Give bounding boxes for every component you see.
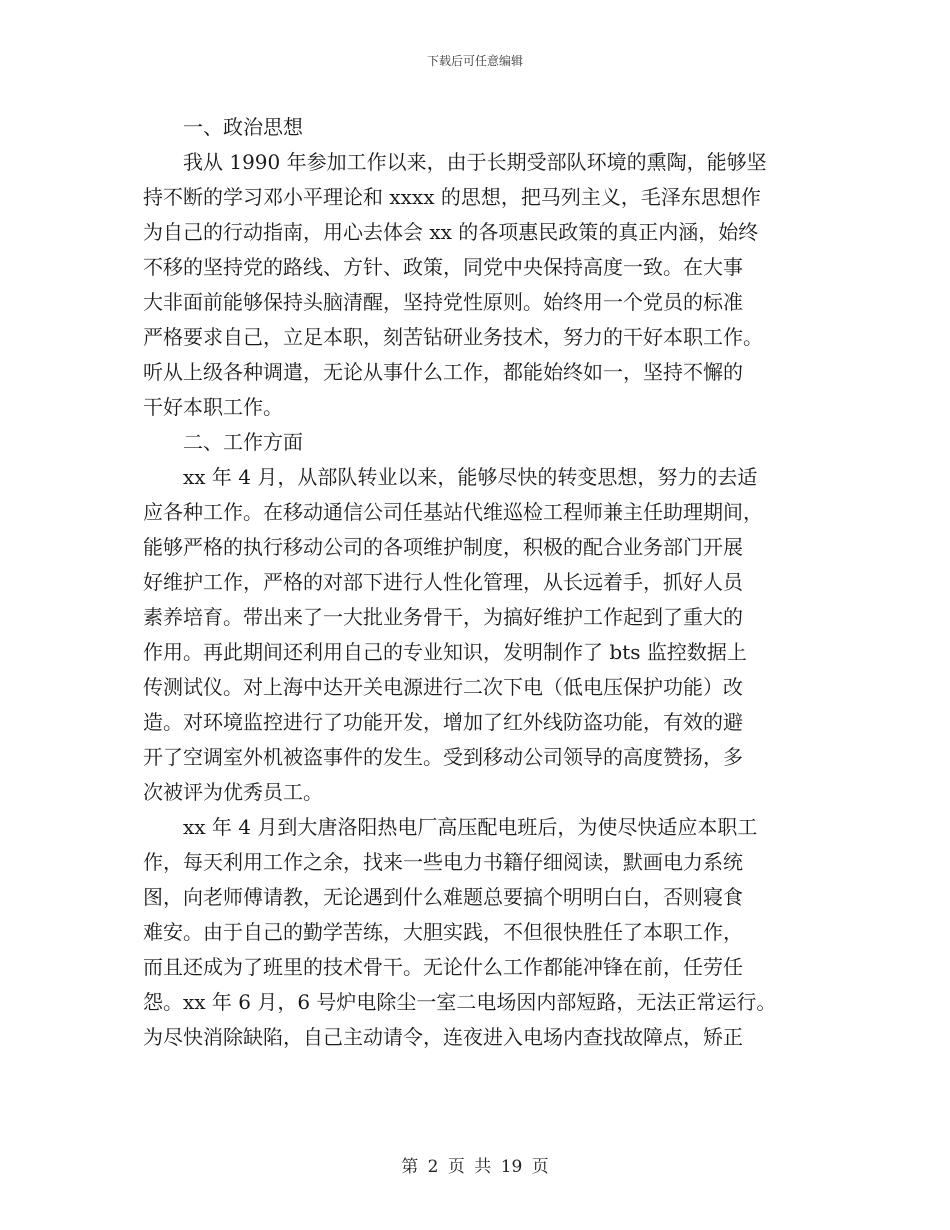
text-line: 为尽快消除缺陷，自己主动请令，连夜进入电场内查找故障点，矫正 [143,1025,743,1049]
text-line: 干好本职工作。 [143,395,283,419]
text-line: 作，每天利用工作之余，找来一些电力书籍仔细阅读，默画电力系统 [143,850,743,874]
page-header: 下载后可任意编辑 [426,54,523,68]
text-line: 不移的坚持党的路线、方针、政策，同党中央保持高度一致。在大事 [143,255,743,279]
section-heading-work: 二、工作方面 [183,430,303,454]
text-line: 听从上级各种调遣，无论从事什么工作，都能始终如一，坚持不懈的 [143,360,743,384]
text-line: 而且还成为了班里的技术骨干。无论什么工作都能冲锋在前，任劳任 [143,955,743,979]
text-line: 应各种工作。在移动通信公司任基站代维巡检工程师兼主任助理期间， [143,500,763,524]
text-line: 次被评为优秀员工。 [143,780,323,804]
text-line: 作用。再此期间还利用自己的专业知识，发明制作了 bts 监控数据上 [143,640,747,664]
text-line: 能够严格的执行移动公司的各项维护制度，积极的配合业务部门开展 [143,535,743,559]
text-line: 传测试仪。对上海中达开关电源进行二次下电（低电压保护功能）改 [143,675,743,699]
text-line: 图，向老师傅请教，无论遇到什么难题总要搞个明明白白，否则寝食 [143,885,743,909]
text-line: 大非面前能够保持头脑清醒，坚持党性原则。始终用一个党员的标准 [143,290,743,314]
text-line: 素养培育。带出来了一大批业务骨干，为搞好维护工作起到了重大的 [143,605,743,629]
text-line: 怨。xx 年 6 月，6 号炉电除尘一室二电场因内部短路，无法正常运行。 [143,990,777,1014]
text-line: 持不断的学习邓小平理论和 xxxx 的思想，把马列主义，毛泽东思想作 [143,185,761,209]
text-line: 造。对环境监控进行了功能开发，增加了红外线防盗功能，有效的避 [143,710,743,734]
text-line: 为自己的行动指南，用心去体会 xx 的各项惠民政策的真正内涵，始终 [143,220,759,244]
text-line: xx 年 4 月，从部队转业以来，能够尽快的转变思想，努力的去适 [183,465,758,489]
text-line: 严格要求自己，立足本职，刻苦钻研业务技术，努力的干好本职工作。 [143,325,763,349]
text-line: xx 年 4 月到大唐洛阳热电厂高压配电班后，为使尽快适应本职工 [183,815,758,839]
document-body [143,110,808,1055]
page-footer: 第 2 页 共 19 页 [401,1157,549,1177]
text-line: 开了空调室外机被盗事件的发生。受到移动公司领导的高度赞扬，多 [143,745,743,769]
text-line: 我从 1990 年参加工作以来，由于长期受部队环境的熏陶，能够坚 [183,150,767,174]
text-line: 好维护工作，严格的对部下进行人性化管理，从长远着手，抓好人员 [143,570,743,594]
text-line: 难安。由于自己的勤学苦练，大胆实践，不但很快胜任了本职工作， [143,920,743,944]
section-heading-politics: 一、政治思想 [183,115,303,139]
